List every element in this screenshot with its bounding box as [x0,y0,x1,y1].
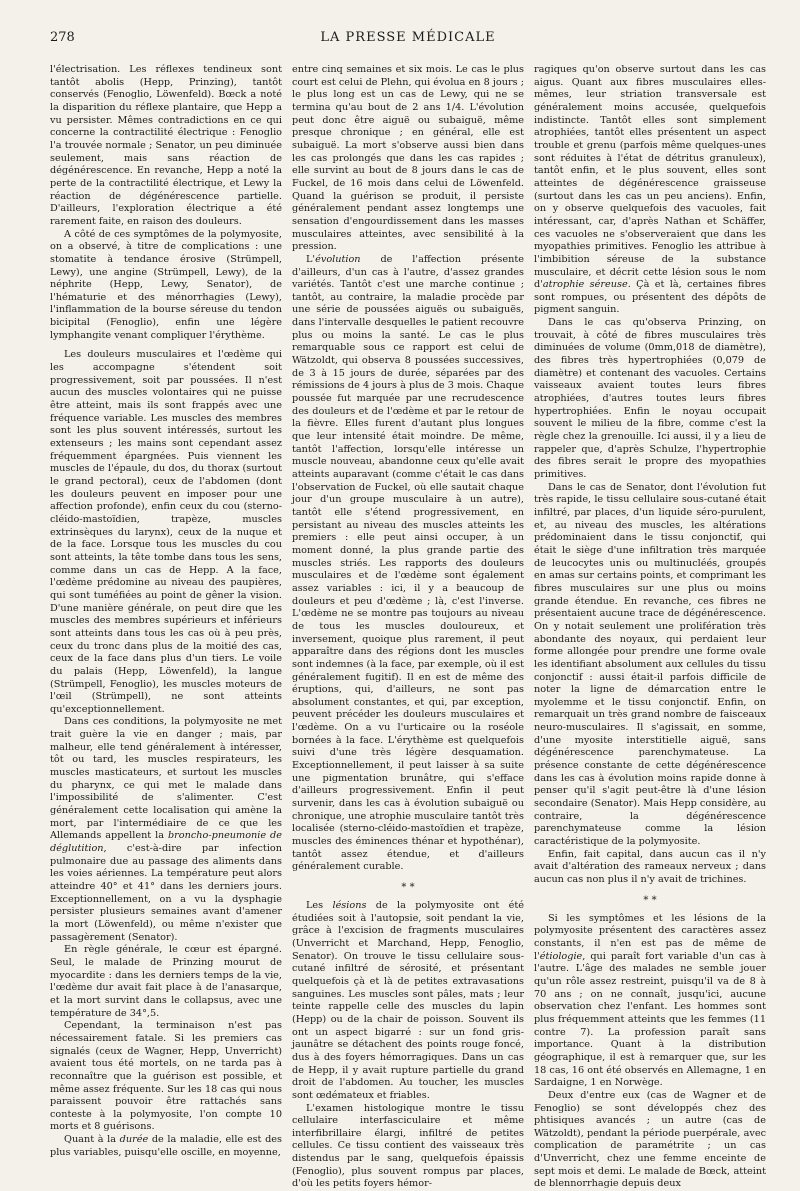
italic-term: étiologie [540,951,583,962]
paragraph-text: de la polymyosite ont été étudiées soit à l'autopsie, soit pendant la vie, grâce à l'excision de fragments musculaires (Unverricht et Marchand, Hepp, Fenoglio, Senator). On trouve le tissu cellulaire sous-cutané infiltré de sérosité, et présentant quelquefois çà et là de petites extravasations sanguines. Les muscles sont pâles, mats ; leur teinte rappelle celle des muscles du lapin (Hepp) ou de la chair de poisson. Souvent ils ont un aspect bigarré : sur un fond gris-jaunâtre se détachent des points rouge foncé, dus à des foyers hémorragiques. Dans un cas de Hepp, il y avait rupture partielle du grand droit de l'abdomen. Au toucher, les muscles sont œdémateux et friables. [292,900,524,1101]
paragraph-text: ragiques qu'on observe surtout dans les cas aigus. Quant aux fibres musculaires elles-mêmes, leur striation transversale est généralement moins accusée, quelquefois indistincte. Tantôt elles sont simplement atrophiées, tantôt elles présentent un aspect trouble et grenu (parfois même quelques-unes sont réduites à l'état de détritus granuleux), tantôt enfin, et le plus souvent, elles sont atteintes de dégénérescence graisseuse (surtout dans les cas un peu anciens). Enfin, on y observe quelquefois des vacuoles, fait intéressant, car, d'après Nathan et Schäffer, ces vacuoles ne s'observeraient que dans les myopathies primitives. Fenoglio les attribue à l'imbibition séreuse de la substance musculaire, et décrit cette lésion sous le nom d' [534,64,766,290]
paragraph: Cependant, la terminaison n'est pas nécessairement fatale. Si les premiers cas signalés (ceux de Wagner, Hepp, Unverricht) avaient tous été mortels, on ne tarda pas à reconnaître que la guérison est possible, et même assez fréquente. Sur les 18 cas qui nous paraissent pouvoir être rattachés sans conteste à la polymyosite, l'on compte 10 morts et 8 guérisons. [50,1020,282,1134]
paragraph: Dans le cas de Senator, dont l'évolution fut très rapide, le tissu cellulaire sous-cutané était infiltré, par places, d'un liquide séro-purulent, et, au niveau des muscles, les altérations prédominaient dans le tissu conjonctif, qui était le siège d'une infiltration très marquée de leucocytes unis ou multinucléés, groupés en amas sur certains points, et comprimant les fibres musculaires sur une plus ou moins grande étendue. En revanche, ces fibres ne présentaient aucune trace de dégénérescence. On y notait seulement une prolifération très abondante des noyaux, qui perdaient leur forme allongée pour prendre une forme ovale les identifiant absolument aux cellules du tissu conjonctif : aussi était-il parfois difficile de noter la ligne de démarcation entre le myolemme et le tissu conjonctif. Enfin, on remarquait un très grand nombre de faisceaux neuro-musculaires. Il s'agissait, en somme, d'une myosite interstitielle aiguë, sans dégénérescence parenchymateuse. La présence constante de cette dégénérescence dans les cas à évolution moins rapide donne à penser qu'il s'agit peut-être là d'une lésion secondaire (Senator). Mais Hepp considère, au contraire, la dégénérescence parenchymateuse comme la lésion caractéristique de la polymyosite. [534,482,766,849]
section-separator: * * [292,883,524,892]
page-number: 278 [50,30,75,45]
column-1 [50,64,282,1160]
paragraph [292,900,524,1103]
paragraph [50,716,282,944]
paragraph [292,254,524,874]
paragraph-text: de l'affection présente d'ailleurs, d'un cas à l'autre, d'assez grandes variétés. Tantôt c'est une marche continue ; tantôt, au contraire, la maladie procède par une série de poussées aiguës ou subaiguës, dans l'intervalle desquelles le patient recouvre plus ou moins la santé. Le cas le plus remarquable sous ce rapport est celui de Wätzoldt, qui observa 8 poussées successives, de 3 à 15 jours de durée, séparées par des rémissions de 4 jours à plus de 3 mois. Chaque poussée fut marquée par une recrudescence des douleurs et de l'œdème et par le retour de la fièvre. Elles furent d'autant plus longues que leur intensité était moindre. De même, tantôt l'affection, lorsqu'elle intéresse un muscle nouveau, abandonne ceux qu'elle avait atteints auparavant (comme c'était le cas dans l'observation de Fuckel, où elle sautait chaque jour d'un groupe musculaire à un autre), tantôt elle s'étend progressivement, en persistant au niveau des muscles atteints les premiers : elle peut ainsi occuper, à un moment donné, la plus grande partie des muscles striés. Les rapports des douleurs musculaires et de l'œdème sont également assez variables : ici, il y a beaucoup de douleurs et peu d'œdème ; là, c'est l'inverse. L'œdème ne se montre pas toujours au niveau de tous les muscles douloureux, et inversement, quoique plus rarement, il peut apparaître dans des régions dont les muscles sont indemnes (à la face, par exemple, où il est généralement fugitif). Il en est de même des éruptions, qui, d'ailleurs, ne sont pas absolument constantes, et qui, par exception, peuvent précéder les douleurs musculaires et l'œdème. On a vu l'urticaire ou la roséole bornées à la face. L'érythème est quelquefois suivi d'une très légère desquamation. Exceptionnellement, il peut laisser à sa suite une pigmentation brunâtre, qui s'efface d'ailleurs progressivement. Enfin il peut survenir, dans les cas à évolution subaiguë ou chronique, une atrophie musculaire tantôt très localisée (sterno-cléido-mastoïdien et trapèze, muscles des éminences thénar et hypothénar), tantôt assez étendue, et d'ailleurs généralement curable. [292,254,524,873]
paragraph-text: , c'est-à-dire par infection pulmonaire due au passage des aliments dans les voies aériennes. La température peut alors atteindre 40° et 41° dans les derniers jours. Exceptionnellement, on a vu la dysphagie persister plusieurs semaines avant d'amener la mort (Löwenfeld), ou même n'exister que passagèrement (Senator). [50,843,282,943]
paragraph: En règle générale, le cœur est épargné. Seul, le malade de Prinzing mourut de myocardite : dans les derniers temps de la vie, l'œdème dur avait fait place à de l'anasarque, et la mort survint dans le collapsus, avec une température de 34°,5. [50,944,282,1020]
italic-term: durée [120,1134,149,1145]
paragraph: entre cinq semaines et six mois. Le cas le plus court est celui de Plehn, qui évolua en 8 jours ; le plus long est un cas de Lewy, qui ne se termina qu'au bout de 2 ans 1/4. L'évolution peut donc être aiguë ou subaiguë, même presque chronique ; en général, elle est subaiguë. La mort s'observe aussi bien dans les cas prolongés que dans les cas rapides ; elle survint au bout de 8 jours dans le cas de Fuckel, de 16 mois dans celui de Löwenfeld. Quand la guérison se produit, il persiste généralement pendant assez longtemps une sensation d'engourdissement dans les masses musculaires atteintes, avec sensibilité à la pression. [292,64,524,254]
italic-term: broncho-pneumonie de déglutition [50,830,282,854]
paragraph: Enfin, fait capital, dans aucun cas il n'y avait d'altération des rameaux nerveux ; dans aucun cas non plus il n'y avait de trichines. [534,849,766,887]
italic-term: lésions [332,900,366,911]
paragraph-text: de la maladie, elle est des plus variables, puisqu'elle oscille, en moyenne, [50,1134,282,1158]
journal-title: LA PRESSE MÉDICALE [320,30,495,45]
section-separator: * * [534,896,766,905]
paragraph [50,1134,282,1159]
paragraph: l'électrisation. Les réflexes tendineux sont tantôt abolis (Hepp, Prinzing), tantôt conservés (Fenoglio, Löwenfeld). Bœck a noté la disparition du réflexe plantaire, que Hepp a vu persister. Mêmes contradictions en ce qui concerne la contractilité électrique : Fenoglio l'a trouvée normale ; Senator, un peu diminuée seulement, mais sans réaction de dégénérescence. En revanche, Hepp a noté la perte de la contractilité électrique, et Lewy la réaction de dégénérescence partielle. D'ailleurs, l'exploration électrique a été rarement faite, en raison des douleurs. [50,64,282,229]
paragraph-text: L' [306,254,315,265]
column-3 [534,64,766,1160]
italic-term: atrophie séreuse [543,279,628,290]
paragraph-text: Quant à la [64,1134,120,1145]
paragraph-text: Les [306,900,332,911]
paragraph-text: Si les symptômes et les lésions de la polymyosite présentent des caractères assez constants, il n'en est pas de même de l' [534,913,766,962]
paragraph [534,913,766,1090]
paragraph: Dans le cas qu'observa Prinzing, on trouvait, à côté de fibres musculaires très diminuées de volume (0mm,018 de diamètre), des fibres très hypertrophiées (0,079 de diamètre) et contenant des vacuoles. Certains vaisseaux avaient toutes leurs fibres atrophiées, d'autres toutes leurs fibres hypertrophiées. Enfin le noyau occupait souvent le milieu de la fibre, comme c'est la règle chez la grenouille. Ici aussi, il y a lieu de rappeler que, d'après Schulze, l'hypertrophie des fibres serait le propre des myopathies primitives. [534,317,766,482]
page-header [50,30,766,52]
paragraph: Deux d'entre eux (cas de Wagner et de Fenoglio) se sont développés chez des phtisiques avancés ; un autre (cas de Wätzoldt), pendant la période puerpérale, avec complication de paramétrite ; un cas d'Unverricht, chez une femme enceinte de sept mois et demi. Le malade de Bœck, atteint de blennorrhagie depuis deux [534,1090,766,1191]
paragraph: Les douleurs musculaires et l'œdème qui les accompagne s'étendent soit progressivement, soit par poussées. Il n'est aucun des muscles volontaires qui ne puisse être atteint, mais ils sont frappés avec une fréquence variable. Les muscles des membres sont les plus souvent intéressés, surtout les extenseurs ; les mains sont cependant assez fréquemment épargnées. Puis viennent les muscles de l'épaule, du dos, du thorax (surtout le grand pectoral), ceux de l'abdomen (dont les douleurs peuvent en imposer pour une affection profonde), enfin ceux du cou (sterno-cléido-mastoïdien, trapèze, muscles extrinsèques du larynx), ceux de la nuque et de la face. Lorsque tous les muscles du cou sont atteints, la tête tombe dans tous les sens, comme dans un cas de Hepp. A la face, l'œdème prédomine au niveau des paupières, qui sont tuméfiées au point de gêner la vision. D'une manière générale, on peut dire que les muscles des membres supérieurs et inférieurs sont atteints dans tous les cas où à peu près, ceux du tronc dans plus de la moitié des cas, ceux de la face dans plus d'un tiers. Le voile du palais (Hepp, Löwenfeld), la langue (Strümpell, Fenoglio), les muscles moteurs de l'œil (Strümpell), ne sont atteints qu'exceptionnellement. [50,349,282,716]
paragraph-text: , qui paraît fort variable d'un cas à l'autre. L'âge des malades ne semble jouer qu'un rôle assez restreint, puisqu'il va de 8 à 70 ans ; on ne connaît, jusqu'ici, aucune observation chez l'enfant. Les hommes sont plus fréquemment atteints que les femmes (11 contre 7). La profession paraît sans importance. Quant à la distribution géographique, il est à remarquer que, sur les 18 cas, 16 ont été observés en Allemagne, 1 en Sardaigne, 1 en Norwège. [534,951,766,1089]
paragraph [534,64,766,317]
italic-term: évolution [315,254,360,265]
paragraph-text: . Çà et là, certaines fibres sont rompues, ou présentent des dépôts de pigment sanguin. [534,279,766,315]
paragraph: A côté de ces symptômes de la polymyosite, on a observé, à titre de complications : une stomatite à tendance érosive (Strümpell, Lewy), une angine (Strümpell, Lewy), de la néphrite (Hepp, Lewy, Senator), de l'hématurie et des ménorrhagies (Lewy), l'inflammation de la bourse séreuse du tendon bicipital (Fenoglio), enfin une légère lymphangite venant compliquer l'érythème. [50,229,282,343]
column-2 [292,64,524,1160]
paragraph: L'examen histologique montre le tissu cellulaire interfasciculaire et même interfibrillaire élargi, infiltré de petites cellules. Ce tissu contient des vaisseaux très distendus par le sang, quelquefois épaissis (Fenoglio), plus souvent rompus par places, d'où les petits foyers hémor- [292,1103,524,1191]
paragraph-text: Dans ces conditions, la polymyosite ne met trait guère la vie en danger ; mais, par malheur, elle tend généralement à intéresser, tôt ou tard, les muscles respirateurs, les muscles masticateurs, et surtout les muscles du pharynx, ce qui met le malade dans l'impossibilité de s'alimenter. C'est généralement cette localisation qui amène la mort, par l'intermédiaire de ce que les Allemands appellent la [50,716,282,841]
text-columns [50,64,766,1160]
